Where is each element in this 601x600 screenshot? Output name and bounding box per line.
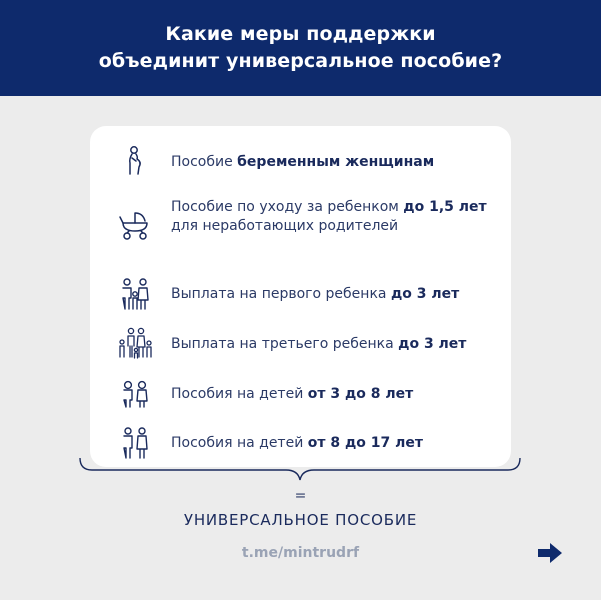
item-text-3-8: Пособия на детей от 3 до 8 лет [171, 386, 414, 402]
list-item [90, 196, 511, 256]
item-text-stroller: Пособие по уходу за ребенком до 1,5 лет для неработающих родителей [171, 199, 487, 234]
header-banner [0, 0, 601, 96]
young-children-icon [117, 376, 153, 412]
equals-sign: = [294, 488, 307, 504]
title-line-1: Какие меры поддержки [165, 23, 436, 45]
list-item [90, 144, 511, 180]
arrow-right-icon[interactable] [537, 541, 563, 565]
large-family-icon [117, 326, 153, 362]
summary-brace [78, 456, 522, 484]
support-measures-card [90, 126, 511, 467]
telegram-channel-link[interactable]: t.me/mintrudrf [241, 545, 360, 561]
list-item [90, 326, 511, 362]
list-item [90, 376, 511, 412]
pregnant-woman-icon [117, 144, 153, 180]
item-text-8-17: Пособия на детей от 8 до 17 лет [171, 435, 424, 451]
list-item [90, 276, 511, 312]
baby-stroller-icon [117, 207, 153, 243]
item-text-pregnant: Пособие беременным женщинам [171, 154, 435, 170]
item-text-third-child: Выплата на третьего ребенка до 3 лет [171, 336, 467, 352]
title-line-2: объединит универсальное пособие? [98, 50, 503, 72]
universal-benefit-label: УНИВЕРСАЛЬНОЕ ПОСОБИЕ [183, 511, 418, 529]
item-text-first-child: Выплата на первого ребенка до 3 лет [171, 286, 460, 302]
family-one-child-icon [117, 276, 153, 312]
